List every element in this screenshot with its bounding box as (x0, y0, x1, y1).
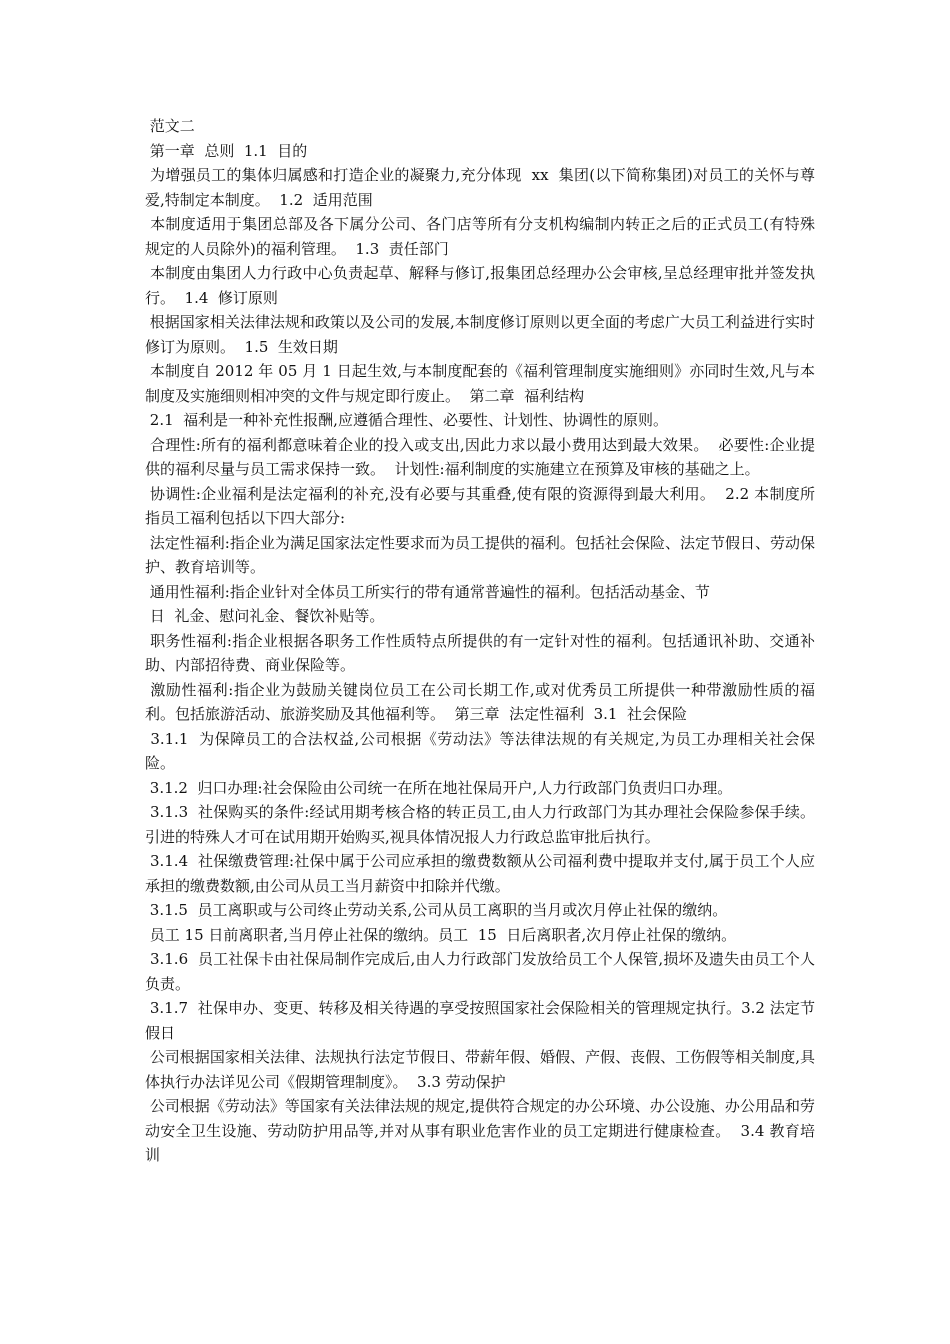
paragraph: 根据国家相关法律法规和政策以及公司的发展,本制度修订原则以更全面的考虑广大员工利益进行实时修订为原则。 1.5 生效日期 (145, 313, 815, 356)
paragraph: 3.1.6 员工社保卡由社保局制作完成后,由人力行政部门发放给员工个人保管,损坏及遗失由员工个人负责。 (145, 950, 815, 993)
paragraph: 本制度自 2012 年 05 月 1 日起生效,与本制度配套的《福利管理制度实施细则》亦同时生效,凡与本制度及实施细则相冲突的文件与规定即行废止。 第二章 福利结构 (145, 362, 815, 405)
paragraph: 2.1 福利是一种补充性报酬,应遵循合理性、必要性、计划性、协调性的原则。 (145, 411, 668, 429)
paragraph: 激励性福利:指企业为鼓励关键岗位员工在公司长期工作,或对优秀员工所提供一种带激励性质的福利。包括旅游活动、旅游奖励及其他福利等。 第三章 法定性福利 3.1 社会保险 (145, 680, 815, 723)
paragraph: 3.1.2 归口办理:社会保险由公司统一在所在地社保局开户,人力行政部门负责归口办理。 (145, 778, 733, 797)
paragraph: 公司根据《劳动法》等国家有关法律法规的规定,提供符合规定的办公环境、办公设施、办公用品和劳动安全卫生设施、劳动防护用品等,并对从事有职业危害作业的员工定期进行健康检查。 3.4 教育培训 (145, 1097, 815, 1164)
paragraph: 3.1.7 社保申办、变更、转移及相关待遇的享受按照国家社会保险相关的管理规定执行。3.2 法定节假日 (145, 999, 815, 1042)
paragraph: 本制度适用于集团总部及各下属分公司、各门店等所有分支机构编制内转正之后的正式员工(有特殊规定的人员除外)的福利管理。 1.3 责任部门 (145, 215, 815, 258)
paragraph: 本制度由集团人力行政中心负责起草、解释与修订,报集团总经理办公会审核,呈总经理审批并签发执行。 1.4 修订原则 (145, 264, 815, 307)
paragraph: 3.1.1 为保障员工的合法权益,公司根据《劳动法》等法律法规的有关规定,为员工办理相关社会保险。 (145, 729, 815, 772)
paragraph: 员工 15 日前离职者,当月停止社保的缴纳。员工 15 日后离职者,次月停止社保的缴纳。 (145, 925, 737, 944)
paragraph: 3.1.3 社保购买的条件:经试用期考核合格的转正员工,由人力行政部门为其办理社会保险参保手续。引进的特殊人才可在试用期开始购买,视具体情况报人力行政总监审批后执行。 (145, 803, 815, 846)
paragraph: 3.1.4 社保缴费管理:社保中属于公司应承担的缴费数额从公司福利费中提取并支付,属于员工个人应承担的缴费数额,由公司从员工当月薪资中扣除并代缴。 (145, 852, 815, 895)
paragraph-title: 范文二 (145, 117, 195, 135)
document-body (145, 114, 815, 1168)
paragraph: 职务性福利:指企业根据各职务工作性质特点所提供的有一定针对性的福利。包括通讯补助、交通补助、内部招待费、商业保险等。 (145, 631, 815, 674)
paragraph: 公司根据国家相关法律、法规执行法定节假日、带薪年假、婚假、产假、丧假、工伤假等相关制度,具体执行办法详见公司《假期管理制度》。 3.3 劳动保护 (145, 1048, 815, 1091)
paragraph: 通用性福利:指企业针对全体员工所实行的带有通常普遍性的福利。包括活动基金、节 日 礼金、慰问礼金、餐饮补贴等。 (149, 582, 710, 625)
paragraph: 为增强员工的集体归属感和打造企业的凝聚力,充分体现 xx 集团(以下简称集团)对员工的关怀与尊爱,特制定本制度。 1.2 适用范围 (145, 166, 815, 209)
paragraph: 合理性:所有的福利都意味着企业的投入或支出,因此力求以最小费用达到最大效果。 必要性:企业提供的福利尽量与员工需求保持一致。 计划性:福利制度的实施建立在预算及审核的基础之上。 (145, 435, 815, 478)
paragraph-chapter-1: 第一章 总则 1.1 目的 (145, 141, 308, 160)
paragraph: 法定性福利:指企业为满足国家法定性要求而为员工提供的福利。包括社会保险、法定节假日、劳动保护、教育培训等。 (145, 533, 815, 576)
paragraph: 协调性:企业福利是法定福利的补充,没有必要与其重叠,使有限的资源得到最大利用。 2.2 本制度所指员工福利包括以下四大部分: (145, 484, 815, 527)
paragraph: 3.1.5 员工离职或与公司终止劳动关系,公司从员工离职的当月或次月停止社保的缴纳。 (145, 901, 728, 919)
